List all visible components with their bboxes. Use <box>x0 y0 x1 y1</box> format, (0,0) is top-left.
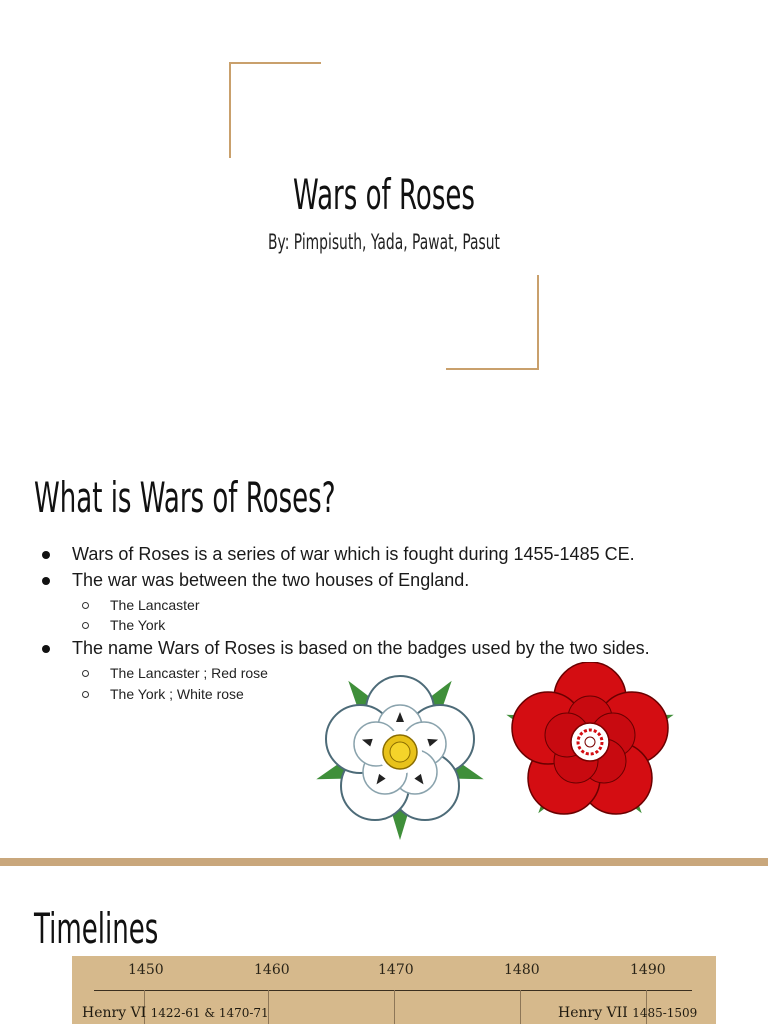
timeline-year: 1470 <box>378 962 414 978</box>
slide-title: What is Wars of Roses? <box>34 473 336 522</box>
reign-label: Henry VII 1485-1509 <box>558 1005 698 1021</box>
timeline-year: 1480 <box>504 962 540 978</box>
timelines-slide <box>0 866 768 1024</box>
presentation-subtitle: By: Pimpisuth, Yada, Pawat, Pasut <box>267 230 500 254</box>
corner-bracket-bottom-right <box>446 275 539 370</box>
red-rose-icon <box>503 662 677 819</box>
bullet-dot <box>42 551 50 559</box>
timeline-year: 1450 <box>128 962 164 978</box>
timeline-image <box>72 956 716 1024</box>
timeline-year: 1460 <box>254 962 290 978</box>
bullet-ring <box>82 691 89 698</box>
timeline-tick <box>520 990 521 1024</box>
bullet-ring <box>82 670 89 677</box>
slide-title: Timelines <box>34 904 159 953</box>
white-rose-icon <box>313 675 487 840</box>
bullet-ring <box>82 622 89 629</box>
bullet-dot <box>42 577 50 585</box>
title-slide <box>0 0 768 430</box>
bullet-dot <box>42 645 50 653</box>
what-is-slide: What is Wars of Roses? Wars of Roses is a series of war which is fought during 1455-1485 CE. The war was between the two houses of England. The Lancaster The York The name Wars of Roses is based on the badges used by the two sides. The Lancaster ; Red rose The York ; White rose <box>0 430 768 858</box>
presentation-title: Wars of Roses <box>293 170 475 219</box>
reign-label: Henry VI 1422-61 & 1470-71 <box>82 1005 269 1021</box>
roses-image <box>310 662 690 847</box>
timeline-axis <box>94 990 692 991</box>
corner-bracket-top-left <box>229 62 321 158</box>
timeline-tick <box>394 990 395 1024</box>
slide-divider <box>0 858 768 866</box>
bullet-ring <box>82 602 89 609</box>
timeline-year: 1490 <box>630 962 666 978</box>
